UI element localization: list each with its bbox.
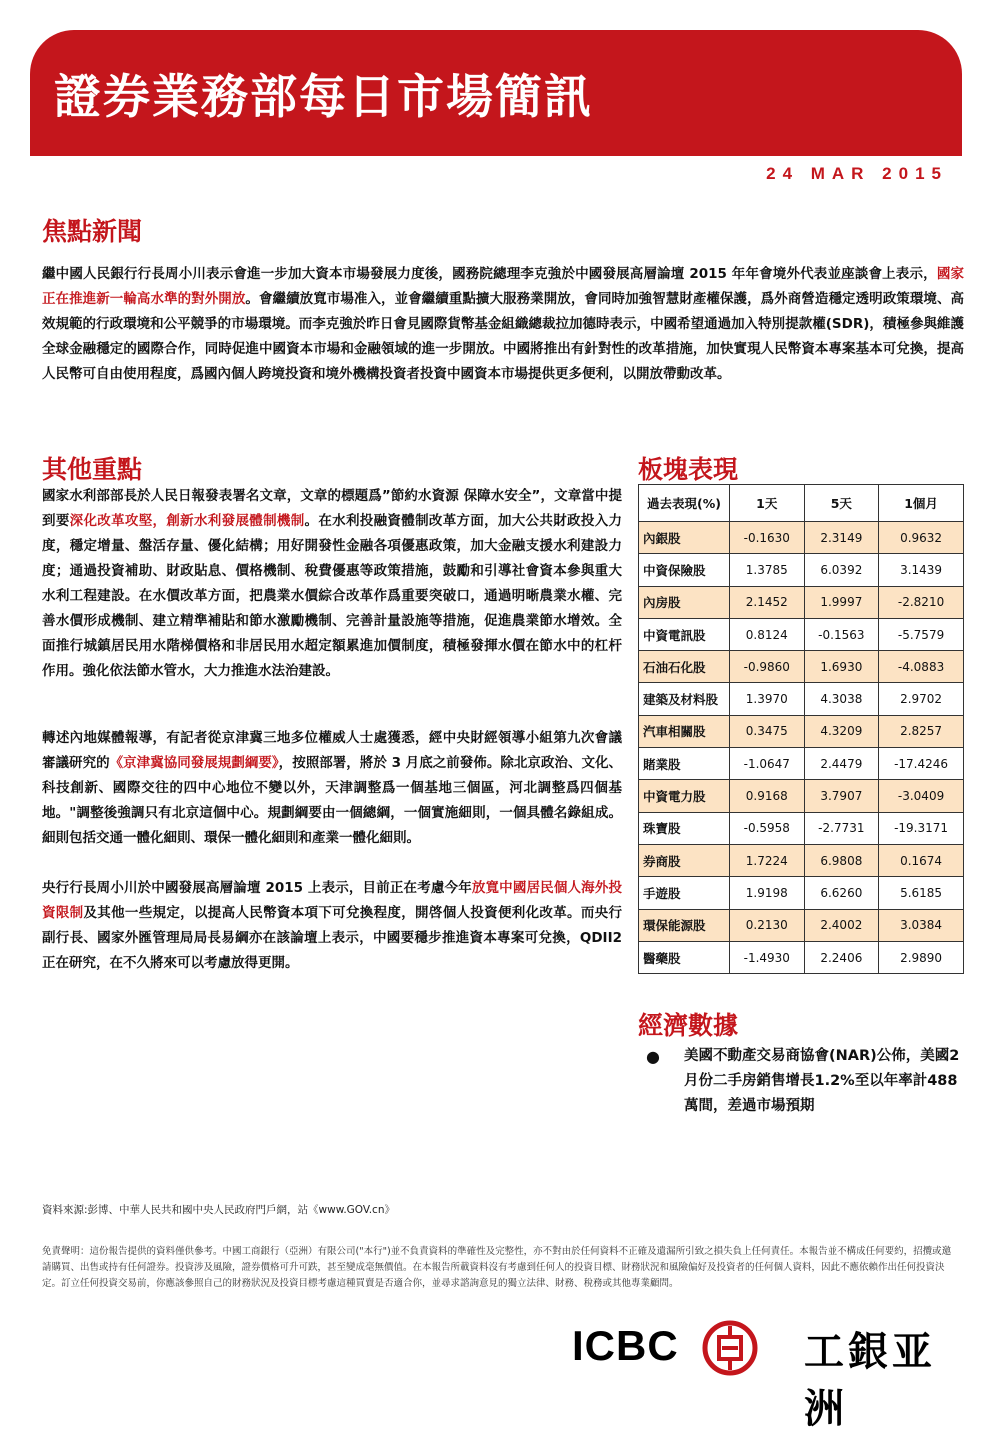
return-1d-cell: 1.3970 (730, 683, 805, 715)
sector-name-cell: 內房股 (639, 586, 730, 618)
return-5d-cell: 6.9808 (804, 844, 879, 876)
return-1d-cell: 0.8124 (730, 618, 805, 650)
table-row (639, 586, 964, 618)
return-1d-cell: -1.4930 (730, 941, 805, 973)
sector-name-cell: 手遊股 (639, 877, 730, 909)
others-highlight-1: 深化改革攻堅，創新水利發展體制機制 (69, 513, 305, 529)
table-header-row (639, 485, 964, 522)
return-1m-cell: -17.4246 (879, 748, 964, 780)
col-header-1d: 1天 (730, 485, 805, 522)
sector-performance-heading: 板塊表現 (638, 455, 739, 484)
return-1d-cell: -0.1630 (730, 522, 805, 554)
return-1m-cell: 5.6185 (879, 877, 964, 909)
return-1m-cell: 2.8257 (879, 715, 964, 747)
sector-name-cell: 賭業股 (639, 748, 730, 780)
return-5d-cell: 6.0392 (804, 554, 879, 586)
return-1m-cell: 3.1439 (879, 554, 964, 586)
sector-name-cell: 醫藥股 (639, 941, 730, 973)
col-header-period: 過去表現(%) (639, 485, 730, 522)
economic-data-item: 美國不動產交易商協會(NAR)公佈，美國2月份二手房銷售增長1.2%至以年率計488萬間，差過市場預期 (684, 1048, 960, 1114)
return-1d-cell: -1.0647 (730, 748, 805, 780)
return-1m-cell: 0.9632 (879, 522, 964, 554)
return-1m-cell: 0.1674 (879, 844, 964, 876)
table-row (639, 715, 964, 747)
sector-name-cell: 中資保險股 (639, 554, 730, 586)
return-1d-cell: 0.3475 (730, 715, 805, 747)
return-1m-cell: -4.0883 (879, 651, 964, 683)
others-paragraph-2: 轉述內地媒體報導，有記者從京津冀三地多位權威人士處獲悉，經中央財經領導小組第九次會議審議研究的《京津冀協同發展規劃綱要》，按照部署，將於 3 月底之前發佈。除北京政治、文化、科技創新、國際交往的四中心地位不變以外，天津調整爲一個基地三個區，河北調整爲四個基地。"調整後強調只有北京這個中心。規劃綱要由一個總綱，一個實施細則，一個具體名錄組成。細則包括交通一體化細則、環保一體化細則和產業一體化細則。 (42, 730, 623, 846)
sector-performance-table (638, 484, 964, 974)
table-row (639, 748, 964, 780)
table-row (639, 844, 964, 876)
return-5d-cell: 2.3149 (804, 522, 879, 554)
sector-name-cell: 珠寶股 (639, 812, 730, 844)
return-1m-cell: -2.8210 (879, 586, 964, 618)
return-5d-cell: 4.3038 (804, 683, 879, 715)
disclaimer: 免責聲明：這份報告提供的資料僅供參考。中國工商銀行（亞洲）有限公司("本行")並不負責資料的準確性及完整性，亦不對由於任何資料不正確及遺漏所引致之損失負上任何責任。本報告並不構成任何要約，招攬或邀請購買、出售或持有任何證券。投資涉及風險，證券價格可升可跌，甚至變成毫無價值。在本報告所載資料沒有考慮到任何人的投資目標、財務狀況和風險偏好及投資者的任何個人資料，因此不應依賴作出任何投資決定。訂立任何投資交易前，你應該參照自己的財務狀況及投資目標考慮這種買賣是否適合你，並尋求諮詢意見的獨立法律、財務、稅務或其他專業顧問。 (42, 1246, 952, 1289)
table-row (639, 554, 964, 586)
return-1d-cell: 1.9198 (730, 877, 805, 909)
sector-name-cell: 建築及材料股 (639, 683, 730, 715)
return-5d-cell: 2.2406 (804, 941, 879, 973)
col-header-1m: 1個月 (879, 485, 964, 522)
table-row (639, 780, 964, 812)
return-1m-cell: 2.9702 (879, 683, 964, 715)
return-1m-cell: -5.7579 (879, 618, 964, 650)
return-1d-cell: 0.9168 (730, 780, 805, 812)
others-highlight-2: 《京津冀協同發展規劃綱要》 (109, 755, 279, 771)
return-5d-cell: 1.9997 (804, 586, 879, 618)
return-1m-cell: -19.3171 (879, 812, 964, 844)
sector-name-cell: 環保能源股 (639, 909, 730, 941)
sector-name-cell: 汽車相關股 (639, 715, 730, 747)
return-5d-cell: 1.6930 (804, 651, 879, 683)
focus-news-paragraph: 繼中國人民銀行行長周小川表示會進一步加大資本市場發展力度後，國務院總理李克強於中國發展高層論壇 2015 年年會境外代表並座談會上表示，國家正在推進新一輪高水準的對外開放。會繼續放寬市場准入，並會繼續重點擴大服務業開放，會同時加強智慧財產權保護，爲外商營造穩定透明政策環境、高效規範的行政環境和公平競爭的市場環境。而李克強於昨日會見國際貨幣基金組織總裁拉加德時表示，中國希望通過加入特別提款權(SDR)，積極參與維護全球金融穩定的國際合作，同時促進中國資本市場和金融領域的進一步開放。中國將推出有針對性的改革措施，加快實現人民幣資本專案基本可兌換，提高人民幣可自由使用程度，爲國內個人跨境投資和境外機構投資者投資中國資本市場提供更多便利，以開放帶動改革。 (42, 266, 965, 382)
sector-name-cell: 中資電力股 (639, 780, 730, 812)
others-paragraph-1: 國家水利部部長於人民日報發表署名文章，文章的標題爲”節約水資源 保障水安全”，文章當中提到要深化改革攻堅，創新水利發展體制機制。在水利投融資體制改革方面，加大公共財政投入力度，穩定增量、盤活存量、優化結構；用好開發性金融各項優惠政策，加大金融支援水利建設力度；通過投資補助、財政貼息、價格機制、稅費優惠等政策措施，鼓勵和引導社會資本參與重大水利工程建設。在水價改革方面，把農業水價綜合改革作爲重要突破口，通過明晰農業水權、完善水價形成機制、建立精準補貼和節水激勵機制、完善計量設施等措施，促進農業節水增效。全面推行城鎮居民用水階梯價格和非居民用水超定額累進加價制度，積極發揮水價在節水中的杠杆作用。強化依法節水管水，大力推進水法治建設。 (42, 488, 623, 679)
icbc-emblem-icon (702, 1320, 758, 1376)
focus-highlight: 國家正在推進新一輪高水準的對外開放 (42, 266, 964, 307)
economic-data-heading: 經濟數據 (638, 1011, 739, 1040)
table-row (639, 683, 964, 715)
table-row (639, 877, 964, 909)
return-1m-cell: 2.9890 (879, 941, 964, 973)
page-title: 證券業務部每日市場簡訊 (54, 70, 593, 125)
others-highlight-3: 放寬中國居民個人海外投資限制 (42, 880, 622, 921)
table-row (639, 522, 964, 554)
return-5d-cell: 3.7907 (804, 780, 879, 812)
sector-name-cell: 券商股 (639, 844, 730, 876)
icbc-logo (572, 1318, 962, 1432)
return-1m-cell: 3.0384 (879, 909, 964, 941)
return-5d-cell: 2.4479 (804, 748, 879, 780)
focus-news-heading: 焦點新聞 (42, 217, 143, 246)
return-1d-cell: -0.9860 (730, 651, 805, 683)
source-note: 資料來源:彭博、中華人民共和國中央人民政府門戶網，站《www.GOV.cn》 (42, 1204, 395, 1216)
return-1d-cell: 1.7224 (730, 844, 805, 876)
logo-text-cn: 工銀亚洲 (804, 1329, 936, 1432)
others-paragraph-3: 央行行長周小川於中國發展高層論壇 2015 上表示，目前正在考慮今年放寬中國居民個人海外投資限制及其他一些規定，以提高人民幣資本項下可兌換程度，開啓個人投資便利化改革。而央行副行長、國家外匯管理局局長易綱亦在該論壇上表示，中國要穩步推進資本專案可兌換，QDII2 正在研究，在不久將來可以考慮放得更開。 (42, 880, 623, 971)
other-highlights-heading: 其他重點 (42, 455, 143, 484)
table-row (639, 812, 964, 844)
report-date: 24 MAR 2015 (766, 164, 948, 183)
return-1d-cell: 0.2130 (730, 909, 805, 941)
return-1d-cell: 2.1452 (730, 586, 805, 618)
return-1m-cell: -3.0409 (879, 780, 964, 812)
table-row (639, 909, 964, 941)
return-5d-cell: 4.3209 (804, 715, 879, 747)
logo-text-en: ICBC (572, 1322, 679, 1369)
table-row (639, 618, 964, 650)
return-1d-cell: 1.3785 (730, 554, 805, 586)
bullet-icon: ● (646, 1047, 660, 1066)
table-row (639, 941, 964, 973)
return-5d-cell: 2.4002 (804, 909, 879, 941)
return-5d-cell: -2.7731 (804, 812, 879, 844)
return-5d-cell: 6.6260 (804, 877, 879, 909)
sector-name-cell: 石油石化股 (639, 651, 730, 683)
sector-name-cell: 中資電訊股 (639, 618, 730, 650)
table-row (639, 651, 964, 683)
sector-name-cell: 內銀股 (639, 522, 730, 554)
return-1d-cell: -0.5958 (730, 812, 805, 844)
col-header-5d: 5天 (804, 485, 879, 522)
return-5d-cell: -0.1563 (804, 618, 879, 650)
